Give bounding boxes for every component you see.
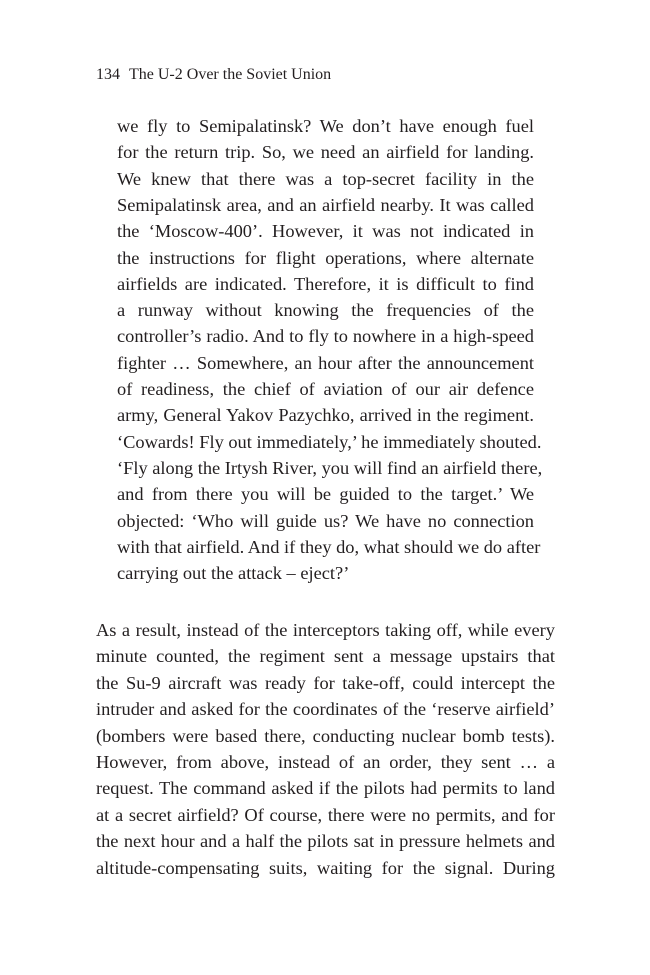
body-line: request. The command asked if the pilots had permits to land bbox=[96, 778, 555, 799]
body-line: the next hour and a half the pilots sat in pressure helmets and bbox=[96, 831, 555, 852]
quote-line: ‘Cowards! Fly out immediately,’ he immediately shouted. bbox=[117, 431, 542, 452]
quote-line: objected: ‘Who will guide us? We have no connection bbox=[117, 510, 534, 531]
body-line: intruder and asked for the coordinates of the ‘reserve airfield’ bbox=[96, 699, 555, 720]
quote-line: Semipalatinsk area, and an airfield nearby. It was called bbox=[117, 194, 534, 215]
quote-line: army, General Yakov Pazychko, arrived in the regiment. bbox=[117, 405, 534, 426]
running-head bbox=[96, 64, 331, 86]
quote-line: for the return trip. So, we need an airfield for landing. bbox=[117, 142, 534, 163]
body-line: altitude-compensating suits, waiting for the signal. During bbox=[96, 857, 555, 878]
body-line: the Su-9 aircraft was ready for take-off, could intercept the bbox=[96, 672, 555, 693]
quote-line: ‘Fly along the Irtysh River, you will find an airfield there, bbox=[117, 457, 543, 478]
book-title: The U-2 Over the Soviet Union bbox=[129, 66, 332, 83]
quote-line: fighter … Somewhere, an hour after the announcement bbox=[117, 352, 534, 373]
body-line: As a result, instead of the interceptors taking off, while every bbox=[96, 620, 555, 640]
quote-line: of readiness, the chief of aviation of our air defence bbox=[117, 379, 534, 399]
page-number: 134 bbox=[96, 66, 120, 83]
quote-line: with that airfield. And if they do, what should we do after bbox=[117, 536, 541, 557]
body-line: However, from above, instead of an order, they sent … a bbox=[96, 752, 555, 772]
quote-line: We knew that there was a top-secret facility in the bbox=[117, 168, 534, 189]
body-line: minute counted, the regiment sent a message upstairs that bbox=[96, 646, 555, 667]
quote-line: a runway without knowing the frequencies of the bbox=[117, 300, 534, 321]
quote-line: airfields are indicated. Therefore, it is difficult to find bbox=[117, 273, 534, 294]
quote-line: controller’s radio. And to fly to nowhere in a high-speed bbox=[117, 326, 534, 347]
body-line: at a secret airfield? Of course, there were no permits, and for bbox=[96, 804, 555, 825]
quote-line: the instructions for flight operations, where alternate bbox=[117, 247, 534, 268]
quote-line: and from there you will be guided to the target.’ We bbox=[117, 484, 534, 505]
quote-line: we fly to Semipalatinsk? We don’t have enough fuel bbox=[117, 116, 534, 136]
quote-line: the ‘Moscow-400’. However, it was not indicated in bbox=[117, 221, 534, 242]
body-line: (bombers were based there, conducting nuclear bomb tests). bbox=[96, 725, 555, 746]
quote-line: carrying out the attack – eject?’ bbox=[117, 563, 350, 584]
